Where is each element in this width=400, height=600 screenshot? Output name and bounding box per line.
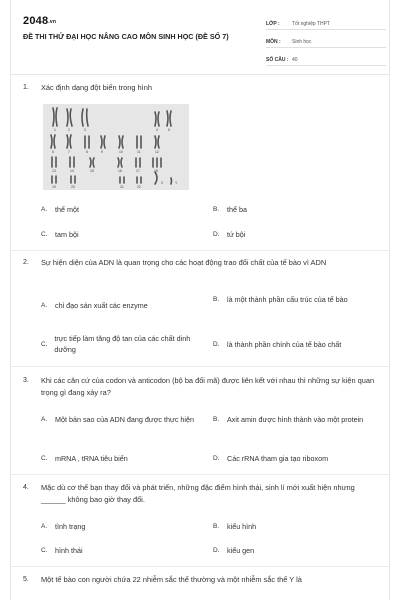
- site-logo[interactable]: [23, 15, 56, 27]
- option-letter: D.: [213, 547, 220, 554]
- meta-label: MÔN :: [266, 39, 281, 45]
- logo-text: 2048: [23, 15, 49, 27]
- option-letter: D.: [213, 341, 220, 348]
- chromosome-label: X: [161, 181, 164, 185]
- option-text: tam bội: [55, 230, 79, 239]
- logo-suffix: .vn: [48, 19, 57, 25]
- question-divider: [11, 566, 390, 567]
- question-number: 3.: [23, 377, 29, 384]
- exam-header: [11, 0, 390, 68]
- chromosome-label: 22: [137, 185, 141, 189]
- option-letter: B.: [213, 206, 220, 213]
- option-text: thể một: [55, 205, 79, 214]
- option-a[interactable]: [41, 204, 79, 215]
- chromosome-label: 17: [136, 169, 140, 173]
- chromosome-label: 11: [137, 150, 141, 154]
- option-letter: C.: [41, 231, 48, 238]
- option-text: trực tiếp làm tăng độ tan của các chất dinh dưỡng: [54, 334, 191, 354]
- option-b[interactable]: [213, 414, 383, 425]
- chromosome-label: 20: [71, 185, 75, 189]
- question-text: Xác định dạng đột biến trong hình: [41, 83, 152, 92]
- chromosome-label: 14: [70, 169, 74, 173]
- option-text: thể ba: [227, 205, 247, 214]
- question-divider: [11, 474, 390, 475]
- chromosome-label: 21: [120, 185, 124, 189]
- option-d[interactable]: [213, 229, 245, 240]
- chromosome-label: 9: [101, 150, 103, 154]
- option-text: kiểu hình: [227, 522, 257, 531]
- chromosome-label: 2: [68, 128, 70, 132]
- meta-row-count: [266, 50, 386, 66]
- option-letter: A.: [41, 302, 48, 309]
- question-text: Một tế bào con người chứa 22 nhiễm sắc thể thường và một nhiễm sắc thể Y là: [41, 575, 302, 584]
- exam-meta: [266, 14, 386, 68]
- meta-row-class: [266, 14, 386, 30]
- option-letter: C.: [41, 547, 48, 554]
- karyotype-figure: [43, 104, 189, 190]
- meta-value: Sinh học: [292, 39, 312, 45]
- option-d[interactable]: [213, 339, 383, 350]
- question-number: 1.: [23, 84, 29, 91]
- chromosome-label: 10: [119, 150, 123, 154]
- option-text: tứ bội: [227, 230, 246, 239]
- option-letter: B.: [213, 296, 220, 303]
- chromosome-label: 7: [68, 150, 70, 154]
- question-number: 5.: [23, 576, 29, 583]
- option-letter: D.: [213, 231, 220, 238]
- chromosome-label: 5: [168, 128, 170, 132]
- option-d[interactable]: [213, 453, 328, 464]
- option-c[interactable]: [41, 229, 79, 240]
- option-a[interactable]: [41, 300, 201, 311]
- option-letter: A.: [41, 416, 48, 423]
- option-b[interactable]: [213, 204, 247, 215]
- chromosome-label: 19: [52, 185, 56, 189]
- chromosome-label: 15: [90, 169, 94, 173]
- option-c[interactable]: [41, 453, 128, 464]
- option-letter: C.: [41, 340, 48, 348]
- question-divider: [11, 366, 390, 367]
- option-letter: B.: [213, 523, 220, 530]
- option-a[interactable]: [41, 414, 206, 425]
- option-text: Các rRNA tham gia tạo riboxom: [227, 454, 329, 463]
- option-letter: C.: [41, 455, 48, 462]
- option-letter: D.: [213, 455, 220, 462]
- chromosome-label: 8: [86, 150, 88, 154]
- option-text: chỉ đạo sản xuất các enzyme: [55, 301, 148, 310]
- question-text: Mặc dù cơ thể bạn thay đổi và phát triển, những đặc điểm hình thái, sinh lí mới xuất hiện nhưng ______ không bao giờ thay đổi.: [41, 483, 355, 504]
- option-a[interactable]: [41, 521, 85, 532]
- option-c[interactable]: [41, 333, 206, 355]
- chromosome-label: 18: [154, 169, 158, 173]
- chromosome-label: 1: [54, 128, 56, 132]
- chromosome-label: 16: [118, 169, 122, 173]
- meta-row-subject: [266, 32, 386, 48]
- question-number: 4.: [23, 484, 29, 491]
- option-text: là một thành phần cấu trúc của tế bào: [227, 295, 348, 304]
- option-text: tình trạng: [55, 522, 86, 531]
- chromosome-label: 3: [84, 128, 86, 132]
- option-c[interactable]: [41, 545, 83, 556]
- chromosome-label: 12: [155, 150, 159, 154]
- meta-value: 40: [292, 57, 298, 63]
- option-text: mRNA , tRNA tiêu biến: [55, 454, 128, 463]
- question-divider: [11, 250, 390, 251]
- meta-label: SỐ CÂU :: [266, 57, 289, 63]
- option-text: hình thái: [55, 546, 83, 555]
- header-divider: [11, 74, 390, 75]
- chromosome-label: Y: [175, 181, 178, 185]
- chromosome-label: 6: [52, 150, 54, 154]
- option-text: Axit amin được hình thành vào một protein: [227, 415, 364, 424]
- exam-title: ĐỀ THI THỬ ĐẠI HỌC NÂNG CAO MÔN SINH HỌC (ĐỀ SỐ 7): [23, 32, 229, 41]
- option-d[interactable]: [213, 545, 254, 556]
- meta-value: Tốt nghiệp THPT: [292, 21, 330, 27]
- chromosome-label: 4: [156, 128, 158, 132]
- option-b[interactable]: [213, 294, 381, 305]
- option-text: kiểu gen: [227, 546, 255, 555]
- option-letter: A.: [41, 206, 48, 213]
- question-number: 2.: [23, 259, 29, 266]
- meta-label: LỚP :: [266, 21, 280, 27]
- question-text: Sự hiện diện của ADN là quan trọng cho các hoạt động trao đổi chất của tế bào vì ADN: [41, 258, 327, 267]
- exam-page: [10, 0, 390, 600]
- chromosome-label: 13: [52, 169, 56, 173]
- option-letter: A.: [41, 523, 48, 530]
- question-text: Khi các căn cứ của codon và anticodon (bộ ba đối mã) được liên kết với nhau thì những sự kiện quan trọng gì đang xảy ra?: [41, 376, 375, 397]
- option-text: là thành phần chính của tế bào chất: [227, 340, 342, 349]
- option-letter: B.: [213, 416, 220, 423]
- option-b[interactable]: [213, 521, 256, 532]
- option-text: Một bản sao của ADN đang được thực hiện: [55, 415, 194, 424]
